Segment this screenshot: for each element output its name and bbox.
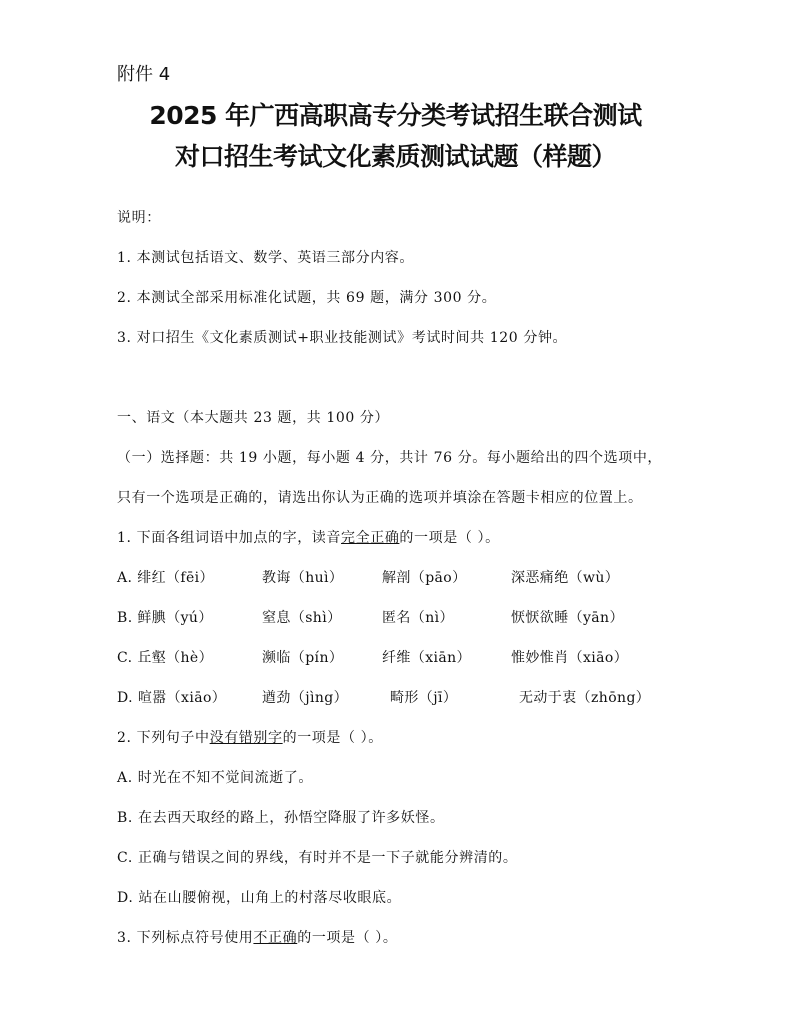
option-word: 无动于衷（zhōng）: [519, 690, 651, 706]
option-word: D. 喧嚣（xiāo）: [117, 690, 227, 706]
section-intro-line1: （一）选择题：共 19 小题，每小题 4 分，共计 76 分。每小题给出的四个选项中，: [117, 450, 663, 466]
notes-heading: 说明：: [117, 210, 161, 226]
document-title-line1: 2025 年广西高职高专分类考试招生联合测试: [149, 101, 642, 130]
option-word: 解剖（pāo）: [382, 570, 467, 586]
question-1-stem: [117, 528, 500, 548]
question-stem-text: 3. 下列标点符号使用: [117, 930, 254, 946]
question-2-option-c: C. 正确与错误之间的界线，有时并不是一下子就能分辨清的。: [117, 850, 518, 866]
note-item-2: 2. 本测试全部采用标准化试题，共 69 题，满分 300 分。: [117, 290, 497, 306]
option-word: 窒息（shì）: [262, 610, 342, 626]
question-stem-text: 的一项是（ ）。: [399, 530, 500, 546]
note-item-3: 3. 对口招生《文化素质测试+职业技能测试》考试时间共 120 分钟。: [117, 330, 568, 346]
document-title-line2: 对口招生考试文化素质测试试题（样题）: [174, 142, 616, 171]
question-2-option-b: B. 在去西天取经的路上，孙悟空降服了许多妖怪。: [117, 810, 445, 826]
question-stem-text: 1. 下面各组词语中加点的字，读音: [117, 530, 342, 546]
question-stem-emphasis: 完全正确: [341, 530, 400, 546]
option-word: A. 绯红（fēi）: [117, 570, 214, 586]
option-word: 教诲（huì）: [262, 570, 344, 586]
option-word: 匿名（nì）: [382, 610, 454, 626]
attachment-label: 附件 4: [117, 64, 171, 85]
option-word: 濒临（pín）: [262, 650, 344, 666]
question-stem-text: 2. 下列句子中: [117, 730, 210, 746]
option-word: 深恶痛绝（wù）: [511, 570, 620, 586]
question-2-option-d: D. 站在山腰俯视，山角上的村落尽收眼底。: [117, 890, 402, 906]
option-word: 惟妙惟肖（xiāo）: [511, 650, 629, 666]
note-item-1: 1. 本测试包括语文、数学、英语三部分内容。: [117, 250, 415, 266]
option-word: C. 丘壑（hè）: [117, 650, 214, 666]
question-3-stem: [117, 928, 397, 948]
section-intro-line2: 只有一个选项是正确的，请选出你认为正确的选项并填涂在答题卡相应的位置上。: [117, 490, 643, 506]
question-2-option-a: A. 时光在不知不觉间流逝了。: [117, 770, 314, 786]
question-stem-emphasis: 不正确: [253, 930, 298, 946]
option-word: B. 鲜腆（yú）: [117, 610, 213, 626]
question-stem-text: 的一项是（ ）。: [297, 930, 398, 946]
option-word: 畸形（jī）: [390, 690, 458, 706]
option-word: 恹恹欲睡（yān）: [511, 610, 624, 626]
question-stem-emphasis: 没有错别字: [209, 730, 283, 746]
option-word: 纤维（xiān）: [382, 650, 471, 666]
question-stem-text: 的一项是（ ）。: [282, 730, 383, 746]
question-2-stem: [117, 728, 383, 748]
section-heading: 一、语文（本大题共 23 题，共 100 分）: [117, 410, 390, 426]
option-word: 遒劲（jìng）: [262, 690, 348, 706]
